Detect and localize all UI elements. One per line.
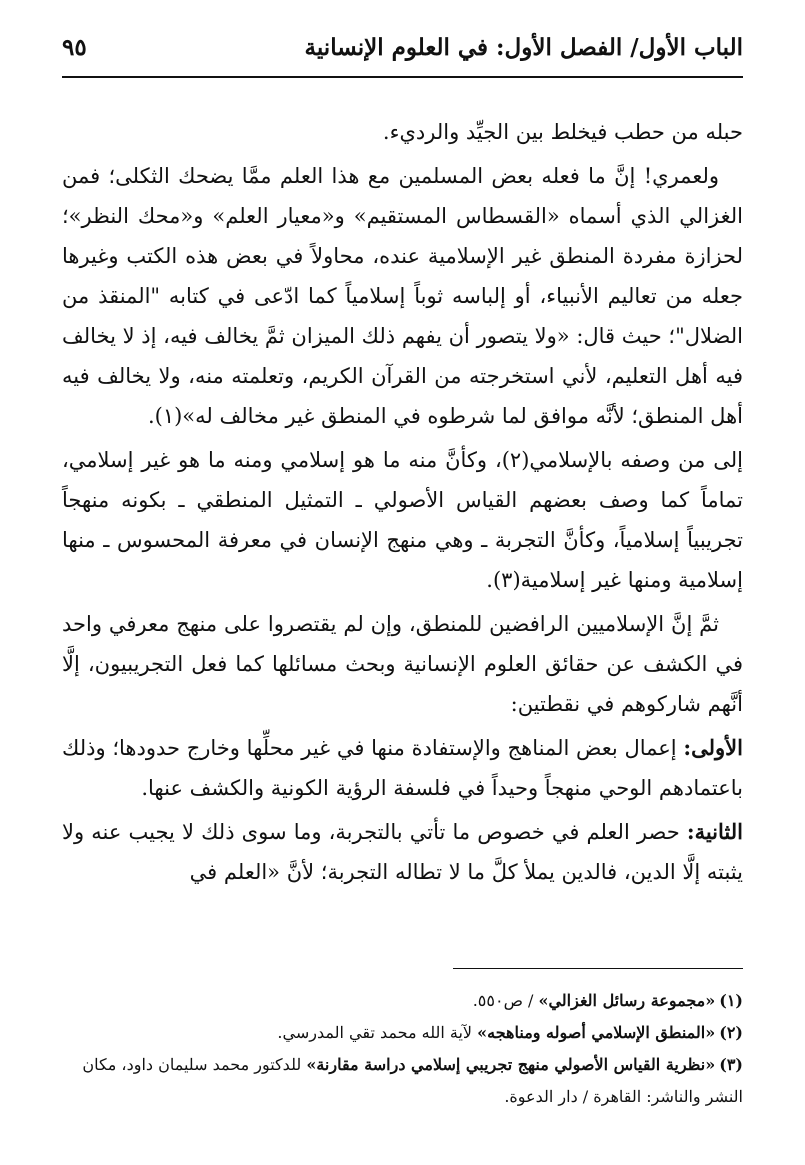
footnote-source: «نظرية القياس الأصولي منهج تجريبي إسلامي دراسة مقارنة» <box>306 1055 716 1074</box>
footnote-number: (١) <box>719 991 743 1010</box>
footnote-number: (٣) <box>719 1055 743 1074</box>
point-lead: الأولى: <box>683 735 743 760</box>
footnote-item <box>62 1049 743 1113</box>
point-text: إعمال بعض المناهج والإستفادة منها في غير محلِّها وخارج حدودها؛ وذلك باعتمادهم الوحي منهجاً وحيداً في فلسفة الرؤية الكونية والكشف عنها. <box>62 736 743 800</box>
paragraph: حبله من حطب فيخلط بين الجيِّد والرديء. <box>382 120 743 144</box>
footnote-source: «مجموعة رسائل الغزالي» <box>538 991 716 1010</box>
footnote-number: (٢) <box>719 1023 743 1042</box>
footnotes <box>62 985 743 1113</box>
point-second <box>62 812 743 892</box>
footnote-item <box>62 985 743 1017</box>
paragraph: إلى من وصفه بالإسلامي(٢)، وكأنَّ منه ما هو إسلامي ومنه ما هو غير إسلامي، تماماً كما وصف بعضهم القياس الأصولي ـ التمثيل المنطقي ـ بكونه منهجاً تجريبياً إسلامياً، وكأنَّ التجربة ـ وهي منهج الإنسان في معرفة المحسوس ـ منها إسلامية ومنها غير إسلامية(٣). <box>62 448 743 592</box>
body-text <box>62 112 743 896</box>
footnote-text: للدكتور محمد سليمان داود، مكان النشر والناشر: القاهرة / دار الدعوة. <box>82 1055 743 1106</box>
point-first <box>62 728 743 808</box>
paragraph: ثمَّ إنَّ الإسلاميين الرافضين للمنطق، وإن لم يقتصروا على منهج معرفي واحد في الكشف عن حقائق العلوم الإنسانية وبحث مسائلها كما فعل التجريبيون، إلَّا أنَّهم شاركوهم في نقطتين: <box>62 612 743 716</box>
footnote-divider <box>453 968 743 969</box>
page-header <box>62 30 743 78</box>
footnote-text: لآية الله محمد تقي المدرسي. <box>277 1023 478 1042</box>
page-number: ٩٥ <box>62 34 87 61</box>
point-text: حصر العلم في خصوص ما تأتي بالتجربة، وما سوى ذلك لا يجيب عنه ولا يثبته إلَّا الدين، فالدين يملأ كلَّ ما لا تطاله التجربة؛ لأنَّ «العلم في <box>62 820 743 884</box>
point-lead: الثانية: <box>686 819 743 844</box>
running-head: الباب الأول/ الفصل الأول: في العلوم الإنسانية <box>304 34 743 61</box>
paragraph: ولعمري! إنَّ ما فعله بعض المسلمين مع هذا العلم ممَّا يضحك الثكلى؛ فمن الغزالي الذي أسماه «القسطاس المستقيم» و«معيار العلم» و«محك النظر»؛ لحزازة مفردة المنطق غير الإسلامية عنده، محاولاً في بعض هذه الكتب وغيرها جعله من تعاليم الأنبياء، أو إلباسه ثوباً إسلامياً كما ادّعى في كتابه "المنقذ من الضلال"؛ حيث قال: «ولا يتصور أن يفهم ذلك الميزان ثمَّ يخالف فيه، إذ لا يخالف فيه أهل التعليم، لأني استخرجته من القرآن الكريم، وتعلمته منه، ولا يخالف فيه أهل المنطق؛ لأنَّه موافق لما شرطوه في المنطق غير مخالف له»(١). <box>62 164 743 428</box>
footnote-source: «المنطق الإسلامي أصوله ومناهجه» <box>477 1023 716 1042</box>
footnote-item <box>62 1017 743 1049</box>
footnote-text: / ص٥٥٠. <box>472 991 539 1010</box>
